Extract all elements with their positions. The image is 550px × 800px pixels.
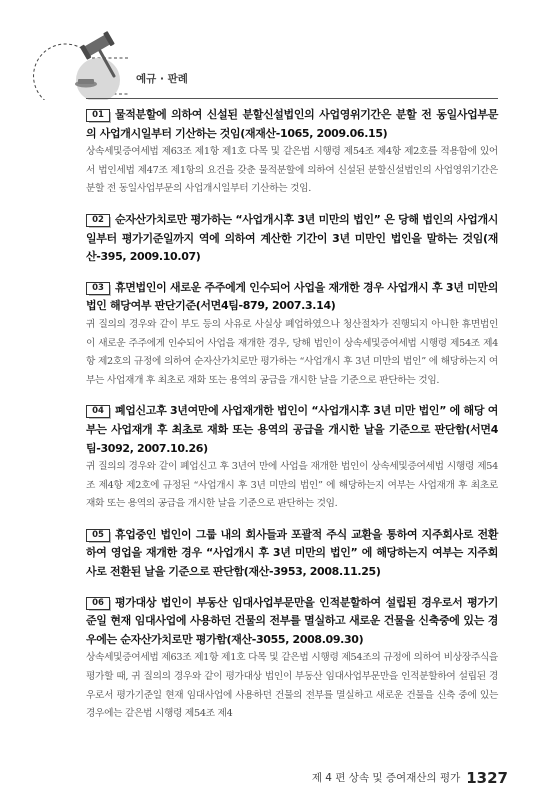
section-label: 예규 · 판례 (136, 73, 188, 85)
ruling-entry-03 (86, 279, 498, 391)
ruling-list (86, 106, 498, 736)
ruling-body: 귀 질의의 경우와 같이 폐업신고 후 3년여 만에 사업을 재개한 법인이 상속세및증여세법 시행령 제54조 제4항 제2호에 규정된 “사업개시 후 3년 미만의 법인” 에 해당하는지 여부는 사업재개 후 최초로 재화 또는 용역의 공급을 개시한 날을 기준으로 판단하는 것임. (86, 461, 498, 510)
ruling-title (86, 106, 498, 143)
gavel-icon (0, 0, 130, 100)
ruling-title (86, 594, 498, 650)
ruling-body: 상속세및증여세법 제63조 제1항 제1호 다목 및 같은법 시행령 제54조 제4항 제2호를 적용함에 있어서 법인세법 제47조 제1항의 요건을 갖춘 물적분할에 의하여 신설된 분할신설법인의 사업영위기간은 분할 전 동일사업부문의 사업개시일부터 기산하는 것임. (86, 146, 498, 195)
ruling-title-text: 휴업중인 법인이 그룹 내의 회사들과 포괄적 주식 교환을 통하여 지주회사로 전환하여 영업을 재개한 경우 “사업개시 후 3년 미만의 법인” 에 해당하는지 여부는 지주회사로 전환된 날을 기준으로 판단함(재산-3953, 2008.11.25) (86, 527, 498, 579)
ruling-title-text: 휴면법인이 새로운 주주에게 인수되어 사업을 재개한 경우 사업개시 후 3년 미만의 법인 해당여부 판단기준(서면4팀-879, 2007.3.14) (86, 280, 498, 313)
ruling-number-badge: 03 (86, 282, 110, 295)
ruling-title (86, 279, 498, 316)
ruling-entry-05 (86, 526, 498, 582)
ruling-title-text: 물적분할에 의하여 신설된 분할신설법인의 사업영위기간은 분할 전 동일사업부문의 사업개시일부터 기산하는 것임(재재산-1065, 2009.06.15) (86, 108, 498, 140)
ruling-entry-04 (86, 402, 498, 514)
ruling-title-text: 폐업신고후 3년여만에 사업재개한 법인이 “사업개시후 3년 미만 법인” 에 해당 여부는 사업재개 후 최초로 재화 또는 용역의 공급을 개시한 날을 기준으로 판단함(서면4팀-3092, 2007.10.26) (86, 404, 498, 455)
footer-chapter-title: 제 4 편 상속 및 증여재산의 평가 (311, 772, 461, 784)
ruling-title (86, 211, 498, 267)
ruling-title (86, 526, 498, 582)
ruling-title-text: 순자산가치로만 평가하는 “사업개시후 3년 미만의 법인” 은 당해 법인의 사업개시일부터 평가기준일까지 역에 의하여 계산한 기간이 3년 미만인 법인을 말하는 것임(재산-395, 2009.10.07) (86, 212, 498, 264)
page-header (0, 0, 550, 100)
page-number: 1327 (466, 769, 508, 787)
ruling-entry-06 (86, 594, 498, 724)
ruling-title-text: 평가대상 법인이 부동산 임대사업부문만을 인적분할하여 설립된 경우로서 평가기준일 현재 임대사업에 사용하던 건물의 전부를 멸실하고 새로운 건물을 신축중에 있는 경우에는 순자산가치로만 평가함(재산-3055, 2008.09.30) (86, 595, 498, 646)
ruling-body: 귀 질의의 경우와 같이 부도 등의 사유로 사실상 폐업하였으나 청산절차가 진행되지 아니한 휴면법인이 새로운 주주에게 인수되어 사업을 재개한 경우, 당해 법인이 상속세및증여세법 시행령 제54조 제4항 제2호의 규정에 의하여 순자산가치로만 평가하는 “사업개시 후 3년 미만의 법인” 에 해당하는지 여부는 사업재개 후 최초로 재화 또는 용역의 공급을 개시한 날을 기준으로 판단하는 것임. (86, 318, 498, 386)
ruling-title (86, 402, 498, 458)
ruling-number-badge: 02 (86, 214, 110, 227)
ruling-entry-02 (86, 211, 498, 267)
ruling-number-badge: 04 (86, 405, 110, 418)
ruling-entry-01 (86, 106, 498, 199)
header-rule (86, 98, 498, 99)
ruling-number-badge: 06 (86, 597, 110, 610)
ruling-number-badge: 01 (86, 109, 110, 122)
ruling-body: 상속세및증여세법 제63조 제1항 제1호 다목 및 같은법 시행령 제54조의 규정에 의하여 비상장주식을 평가할 때, 귀 질의의 경우와 같이 평가대상 법인이 부동산 임대사업부문만을 인적분할하여 설립된 경우로서 평가기준일 현재 임대사업에 사용하던 건물의 전부를 멸실하고 새로운 건물을 신축 중에 있는 경우에는 같은법 시행령 제54조 제4 (86, 652, 498, 720)
ruling-number-badge: 05 (86, 529, 110, 542)
page-footer (250, 768, 508, 788)
